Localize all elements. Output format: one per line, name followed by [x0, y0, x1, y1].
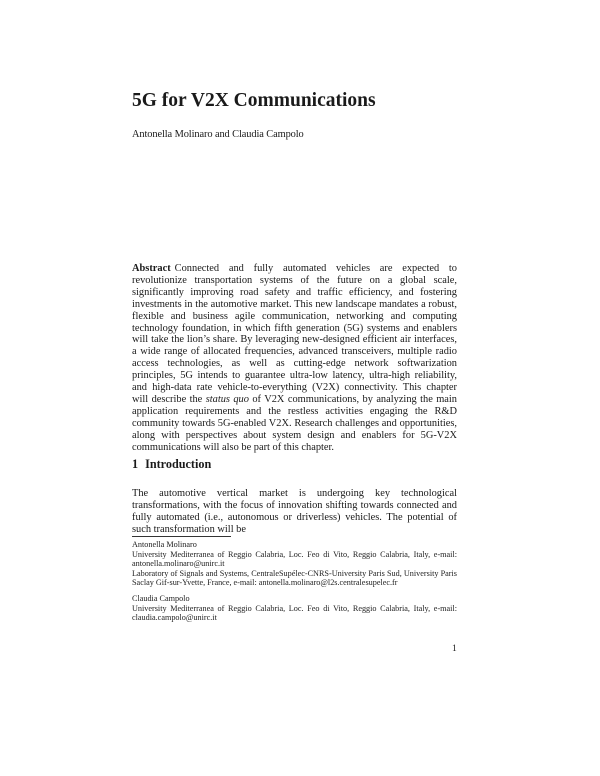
affiliation-line: University Mediterranea of Reggio Calabria, Loc. Feo di Vito, Reggio Calabria, Italy, e-mail: claudia.campolo@unirc.it — [132, 603, 457, 623]
section-title: Introduction — [145, 457, 212, 471]
paper-authors: Antonella Molinaro and Claudia Campolo — [132, 129, 304, 140]
intro-paragraph: The automotive vertical market is undergoing key technological transformations, with the focus of innovation shifting towards connected and fully automated (i.e., autonomous or driverless) vehicles. The potential of such transformation will be — [132, 488, 457, 535]
affiliation-line: Laboratory of Signals and Systems, CentraleSupélec-CNRS-University Paris Sud, University Paris Saclay Gif-sur-Yvette, France, e-mail: antonella.molinaro@l2s.centralesupelec.fr — [132, 568, 457, 588]
footnote-rule — [132, 536, 231, 537]
abstract-text-1: Connected and fully automated vehicles are expected to revolutionize transportation systems of the future on a global scale, significantly improving road safety and traffic efficiency, and fostering investments in the automotive market. This new landscape mandates a robust, flexible and business agile communication, networking and computing technology foundation, in which fifth generation (5G) systems and enablers will take the lion’s share. By leveraging new-designed efficient air interfaces, a wide range of allocated frequencies, advanced transceivers, multiple radio access technologies, as well as cutting-edge network softwarization principles, 5G intends to guarantee ultra-low latency, ultra-high reliability, and high-data rate vehicle-to-everything (V2X) connectivity. This chapter will describe the — [132, 263, 457, 405]
section-heading — [132, 457, 211, 472]
paper-title: 5G for V2X Communications — [132, 90, 376, 111]
abstract — [132, 263, 457, 454]
abstract-italic: status quo — [205, 393, 249, 405]
page-number: 1 — [452, 644, 457, 654]
affiliation-campolo — [132, 594, 457, 623]
abstract-label: Abstract — [132, 263, 171, 274]
abstract-text-2: of V2X communications, by analyzing the main application requirements and the restless activities engaging the R&D community towards 5G-enabled V2X. Research challenges and opportunities, along with perspectives about system design and enablers for 5G-V2X communications will also be part of this chapter. — [132, 393, 457, 453]
affiliation-molinaro — [132, 540, 457, 588]
affiliation-line: University Mediterranea of Reggio Calabria, Loc. Feo di Vito, Reggio Calabria, Italy, e-mail: antonella.molinaro@unirc.it — [132, 549, 457, 569]
affiliation-name: Claudia Campolo — [132, 594, 190, 603]
section-number: 1 — [132, 457, 139, 471]
affiliation-name: Antonella Molinaro — [132, 540, 197, 549]
